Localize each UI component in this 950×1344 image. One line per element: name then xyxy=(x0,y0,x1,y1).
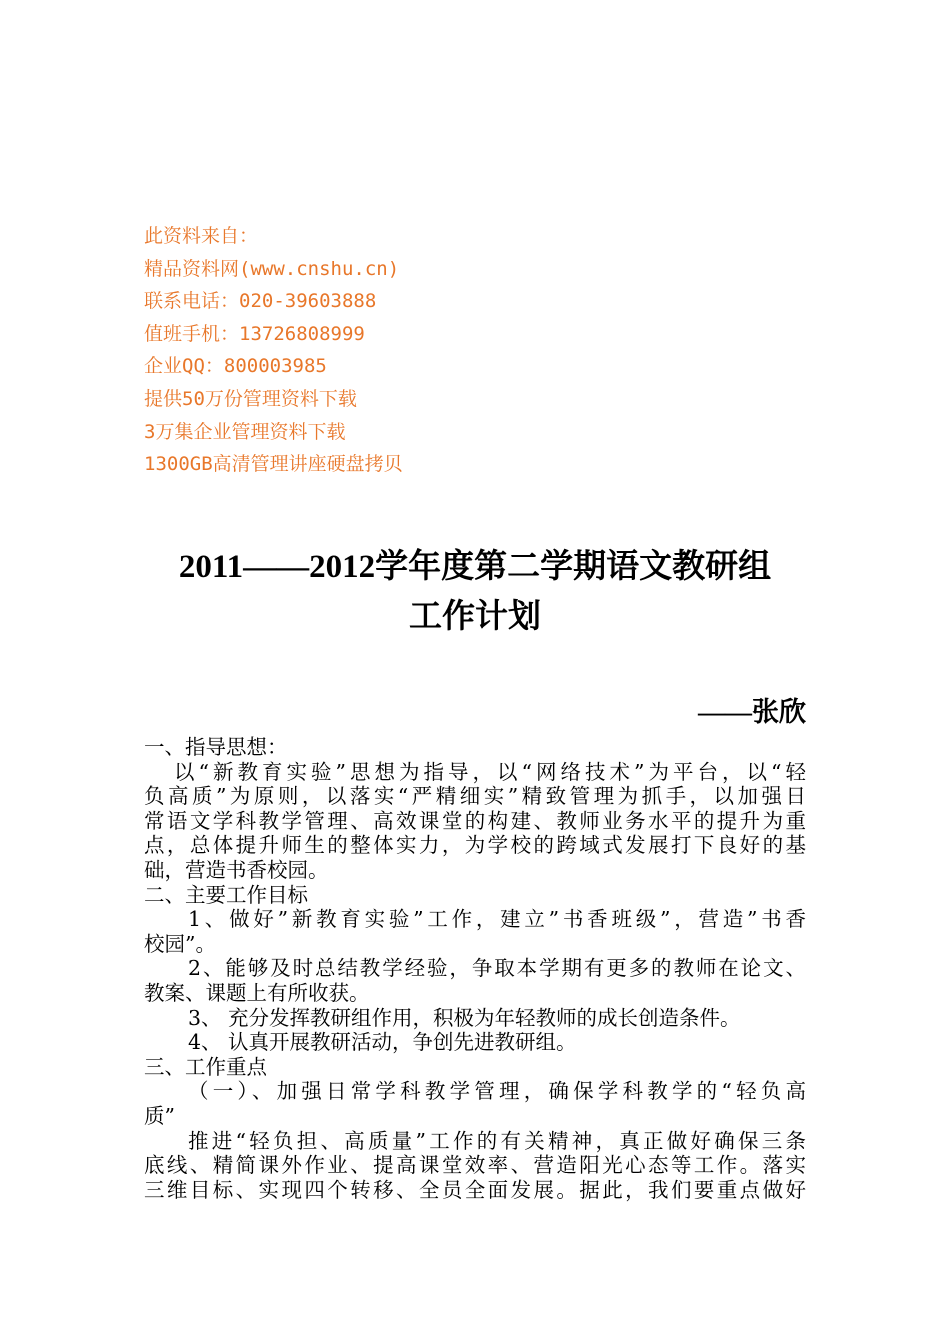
source-phone-line: 联系电话：020-39603888 xyxy=(144,290,377,313)
subsection-heading-line: （一）、加强日常学科教学管理，确保学科教学的“轻负高 xyxy=(188,1079,806,1104)
source-info-block xyxy=(144,220,403,481)
paragraph-line: 三维目标、实现四个转移、全员全面发展。据此，我们要重点做好 xyxy=(144,1177,806,1202)
paragraph-line: 负高质”为原则，以落实“严精细实”精致管理为抓手，以加强日 xyxy=(144,784,806,809)
paragraph-line: 常语文学科教学管理、高效课堂的构建、教师业务水平的提升为重 xyxy=(144,808,806,833)
document-title-line-2: 工作计划 xyxy=(409,599,541,635)
list-item-line: 2、能够及时总结教学经验，争取本学期有更多的教师在论文、 xyxy=(188,956,806,981)
list-item-line: 3、 充分发挥教研组作用，积极为年轻教师的成长创造条件。 xyxy=(188,1005,741,1030)
paragraph-line: 础，营造书香校园。 xyxy=(144,857,329,882)
source-qq-line: 企业QQ：800003985 xyxy=(144,355,327,378)
source-site-line: 精品资料网(www.cnshu.cn) xyxy=(144,257,400,280)
source-mobile-line: 值班手机：13726808999 xyxy=(144,322,365,345)
source-offer-line: 提供50万份管理资料下载 xyxy=(144,387,357,410)
source-line: 此资料来自： xyxy=(144,225,259,247)
paragraph-line: 推进“轻负担、高质量”工作的有关精神，真正做好确保三条 xyxy=(188,1128,806,1153)
paragraph-line: 底线、精简课外作业、提高课堂效率、营造阳光心态等工作。落实 xyxy=(144,1153,806,1178)
subsection-heading-line: 质” xyxy=(144,1103,175,1128)
source-offer-line: 3万集企业管理资料下载 xyxy=(144,420,346,443)
document-title-line-1: 2011——2012学年度第二学期语文教研组 xyxy=(178,549,772,585)
list-item-line: 校园”。 xyxy=(144,931,216,956)
list-item-line: 4、 认真开展教研活动，争创先进教研组。 xyxy=(188,1030,577,1055)
author-signature: ——张欣 xyxy=(698,697,806,727)
list-item-line: 1、做好”新教育实验”工作，建立”书香班级”，营造”书香 xyxy=(188,907,806,932)
list-item-line: 教案、课题上有所收获。 xyxy=(144,980,370,1005)
paragraph-line: 点，总体提升师生的整体实力，为学校的跨域式发展打下良好的基 xyxy=(144,833,806,858)
paragraph-line: 以“新教育实验”思想为指导，以“网络技术”为平台，以“轻 xyxy=(174,759,806,784)
section-heading: 二、主要工作目标 xyxy=(144,882,308,907)
source-offer-line: 1300GB高清管理讲座硬盘拷贝 xyxy=(144,453,403,476)
document-body xyxy=(144,735,806,1202)
section-heading: 三、工作重点 xyxy=(144,1054,267,1079)
section-heading: 一、指导思想： xyxy=(144,735,288,759)
